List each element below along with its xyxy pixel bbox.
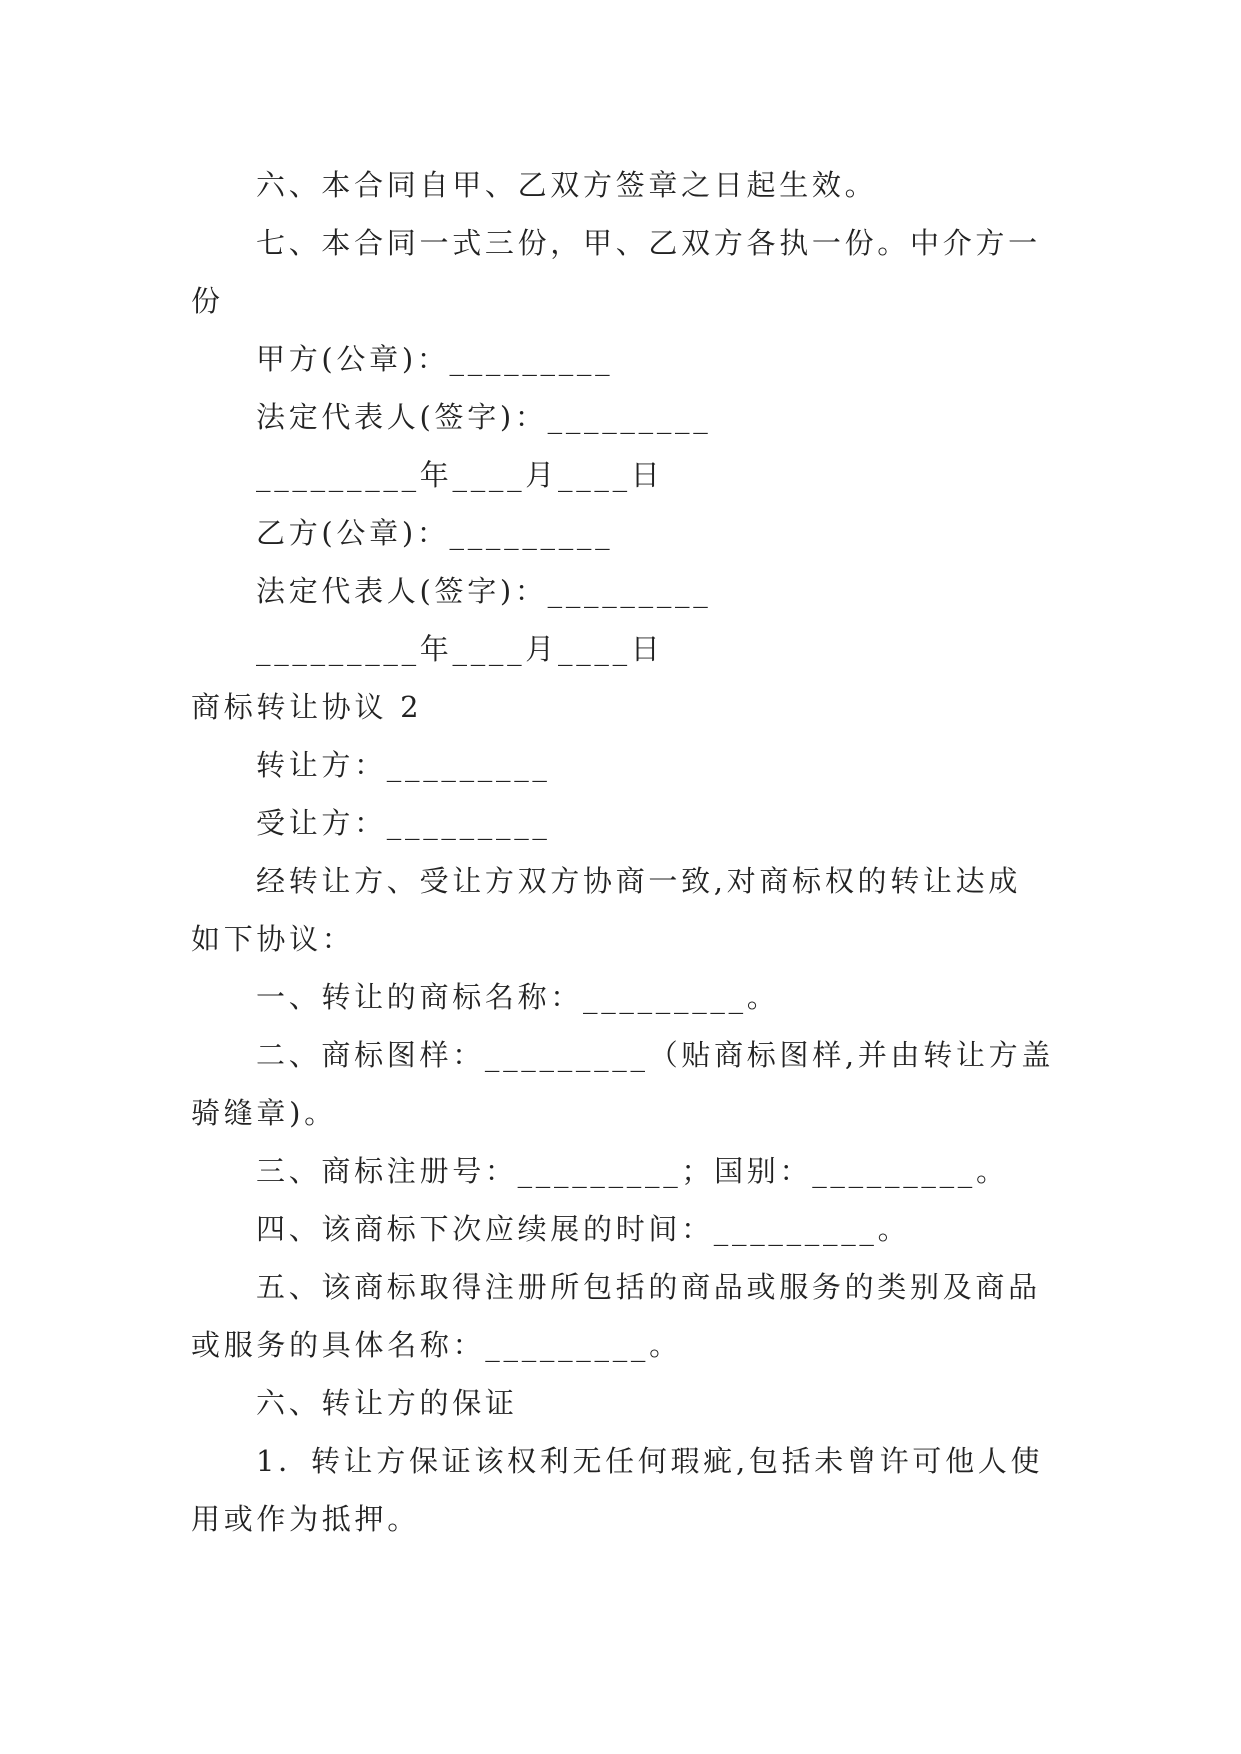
text-line: 转让方：_________	[256, 748, 551, 782]
text-line: 或服务的具体名称：_________。	[191, 1328, 682, 1362]
item-5-classes	[191, 1258, 1061, 1374]
text-line: _________年____月____日	[256, 458, 664, 492]
item-1-name	[191, 968, 1061, 1026]
transferee	[191, 794, 1061, 852]
text-line: 1．转让方保证该权利无任何瑕疵,包括未曾许可他人使	[256, 1444, 1044, 1478]
text-line: 受让方：_________	[256, 806, 551, 840]
section-heading: 商标转让协议 2	[191, 690, 423, 724]
text-line: 二、商标图样：_________（贴商标图样,并由转让方盖	[256, 1038, 1055, 1072]
text-line: 六、本合同自甲、乙双方签章之日起生效。	[256, 168, 878, 202]
clause-6-effective	[191, 156, 1061, 214]
text-line: 甲方(公章)：_________	[256, 342, 614, 376]
text-line: 六、转让方的保证	[256, 1386, 518, 1420]
text-line: 一、转让的商标名称：_________。	[256, 980, 780, 1014]
text-line: 七、本合同一式三份，甲、乙双方各执一份。中介方一	[256, 226, 1041, 260]
text-line: 骑缝章)。	[191, 1096, 337, 1130]
item-4-renewal	[191, 1200, 1061, 1258]
document-body	[191, 156, 1061, 1548]
text-line: 四、该商标下次应续展的时间：_________。	[256, 1212, 911, 1246]
party-a-date	[191, 446, 1061, 504]
item-6-warranty	[191, 1374, 1061, 1432]
text-line: 五、该商标取得注册所包括的商品或服务的类别及商品	[256, 1270, 1041, 1304]
party-a-seal	[191, 330, 1061, 388]
text-line: 经转让方、受让方双方协商一致,对商标权的转让达成	[256, 864, 1022, 898]
text-line: 份	[191, 284, 224, 318]
text-line: 法定代表人(签字)：_________	[256, 574, 712, 608]
party-b-date	[191, 620, 1061, 678]
clause-7-copies	[191, 214, 1061, 330]
item-3-regno	[191, 1142, 1061, 1200]
text-line: 用或作为抵押。	[191, 1502, 420, 1536]
text-line: _________年____月____日	[256, 632, 664, 666]
text-line: 三、商标注册号：_________；国别：_________。	[256, 1154, 1009, 1188]
preamble	[191, 852, 1061, 968]
transferor	[191, 736, 1061, 794]
item-6-1	[191, 1432, 1061, 1548]
party-b-seal	[191, 504, 1061, 562]
item-2-design	[191, 1026, 1061, 1142]
party-a-rep	[191, 388, 1061, 446]
agreement-2-title	[191, 678, 1061, 736]
party-b-rep	[191, 562, 1061, 620]
text-line: 法定代表人(签字)：_________	[256, 400, 712, 434]
text-line: 如下协议：	[191, 922, 355, 956]
text-line: 乙方(公章)：_________	[256, 516, 614, 550]
